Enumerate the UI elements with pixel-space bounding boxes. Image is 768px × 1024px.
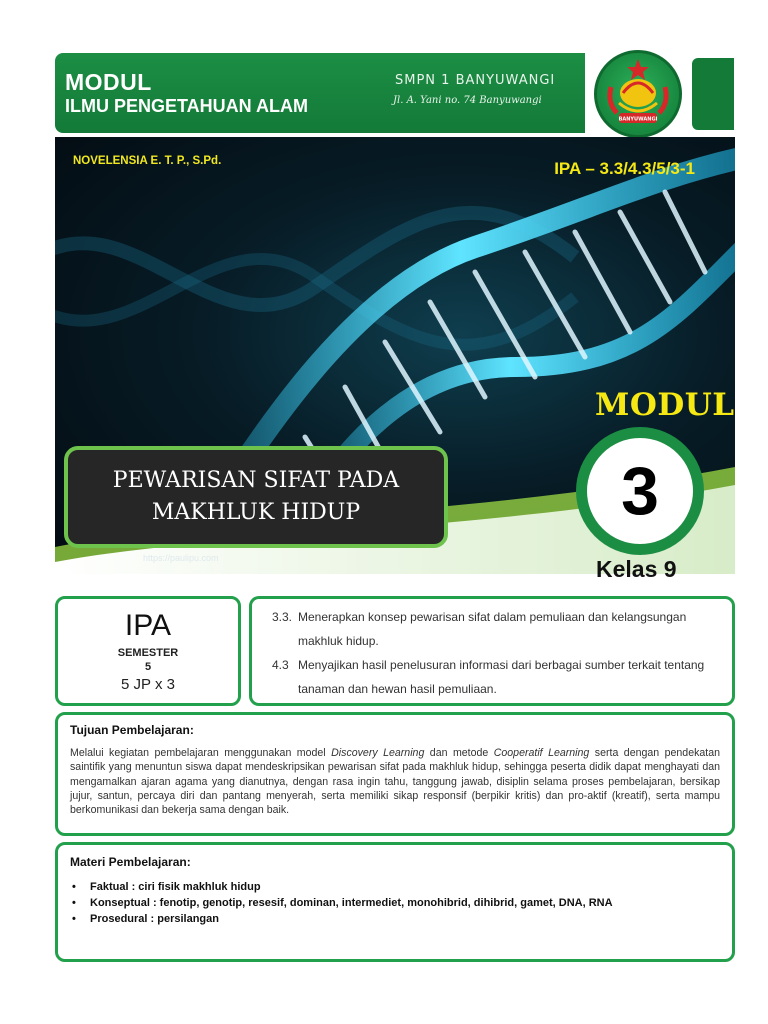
- learning-objective-box: [55, 712, 735, 836]
- objective-text-part: dan metode: [424, 747, 494, 759]
- semester-value: 5: [144, 661, 152, 673]
- semester-label: SEMESTER: [117, 647, 179, 659]
- header-modul-word: MODUL: [65, 69, 152, 95]
- module-title: [91, 465, 421, 529]
- learning-objective-text: [70, 746, 720, 817]
- logo-container: [585, 48, 691, 138]
- list-item: • Konseptual : fenotip, genotip, resesif, dominan, intermediet, monohibrid, dihibrid, gamet, DNA, RNA: [70, 895, 720, 911]
- competency-number: 3.3.: [272, 610, 293, 624]
- kelas-label: Kelas 9: [596, 556, 677, 582]
- header-school-address: Jl. A. Yani no. 74 Banyuwangi: [393, 95, 542, 106]
- learning-objective-heading: Tujuan Pembelajaran:: [70, 723, 194, 737]
- list-item: • Prosedural : persilangan: [70, 911, 720, 927]
- competency-text: Menerapkan konsep pewarisan sifat dalam pemuliaan dan kelangsungan makhluk hidup.: [298, 610, 687, 648]
- learning-material-box: [55, 842, 735, 962]
- objective-model: Discovery Learning: [331, 747, 425, 759]
- subject-box: [55, 596, 241, 706]
- logo-text: BANYUWANGI: [618, 116, 658, 123]
- header-subject: ILMU PENGETAHUAN ALAM: [65, 96, 308, 116]
- module-title-line1: PEWARISAN SIFAT PADA: [112, 468, 400, 493]
- header-side-tab: [692, 58, 734, 130]
- modul-label: MODUL: [595, 387, 735, 423]
- school-logo: [594, 50, 682, 138]
- logo-emblem-icon: [597, 53, 679, 135]
- competency-number: 4.3: [272, 658, 289, 672]
- list-item: • Faktual : ciri fisik makhluk hidup: [70, 879, 720, 895]
- lesson-hours: 5 JP x 3: [121, 676, 175, 693]
- image-credit: https://paulipu.com: [143, 553, 219, 563]
- competency-box: [249, 596, 735, 706]
- author-name: NOVELENSIA E. T. P., S.Pd.: [73, 155, 222, 167]
- competency-item: [272, 653, 720, 701]
- objective-text-part: serta dengan pendekatan saintifik yang menuntun siswa dapat mendeskripsikan pewarisan sifat pada makhluk hidup, sehingga peserta didik dapat menghayati dan mengamalkan ajaran agama yang dianutnya, dengan rasa ingin tahu, tanggung jawab, disiplin selama proses pembelajaran, bersikap jujur, santun, percaya diri dan pantang menyerah, serta memiliki sikap responsif (berpikir kritis) dan pro-aktif (kreatif), serta mampu berkomunikasi dan bekerja sama dengan baik.: [70, 747, 720, 817]
- module-code: IPA – 3.3/4.3/5/3-1: [554, 159, 695, 178]
- objective-method: Cooperatif Learning: [493, 747, 590, 759]
- learning-material-heading: Materi Pembelajaran:: [70, 855, 191, 869]
- module-title-line2: MAKHLUK HIDUP: [151, 500, 361, 525]
- material-list: [70, 879, 720, 927]
- competency-text: Menyajikan hasil penelusuran informasi dari berbagai sumber terkait tentang tanaman dan hewan hasil pemuliaan.: [298, 658, 705, 696]
- subject-name: IPA: [124, 609, 172, 642]
- module-number: 3: [587, 438, 693, 544]
- module-number-badge: [576, 427, 704, 555]
- objective-text-part: Melalui kegiatan pembelajaran menggunakan model: [70, 747, 332, 759]
- header-school-name: SMPN 1 BANYUWANGI: [395, 73, 556, 88]
- competency-item: [272, 605, 720, 653]
- header-band: [55, 53, 585, 133]
- module-title-box: [64, 446, 448, 548]
